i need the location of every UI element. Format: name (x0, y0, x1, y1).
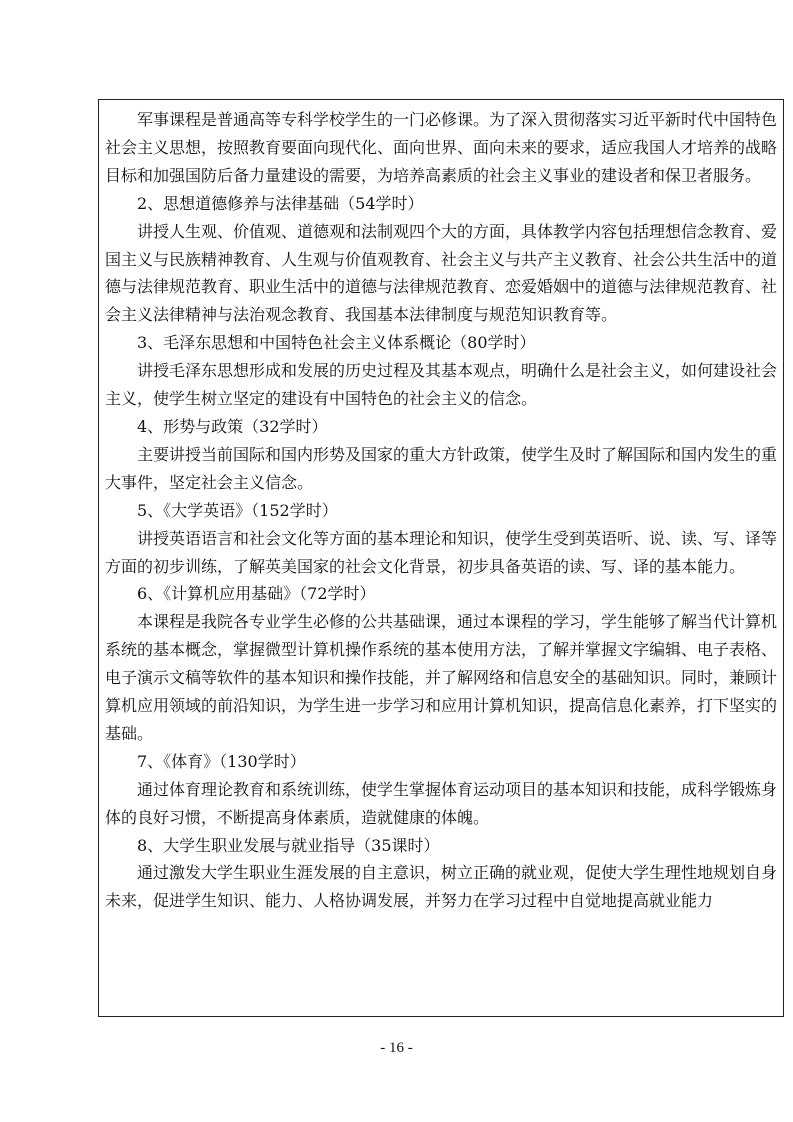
heading-physical-education: 7、《体育》（130学时） (137, 751, 306, 771)
paragraph-physical-education: 通过体育理论教育和系统训练，使学生掌握体育运动项目的基本知识和技能，成科学锻炼身体的良好习惯，不断提高身体素质，造就健康的体魄。 (105, 779, 778, 827)
paragraph-computer-basics: 本课程是我院各专业学生必修的公共基础课，通过本课程的学习，学生能够了解当代计算机系统的基本概念，掌握微型计算机操作系统的基本使用方法，了解并掌握文字编辑、电子表格、电子演示文稿等软件的基本知识和操作技能，并了解网络和信息安全的基础知识。同时，兼顾计算机应用领域的前沿知识，为学生进一步学习和应用计算机知识，提高信息化素养，打下坚实的基础。 (105, 612, 778, 743)
heading-ideology-morality-law: 2、思想道德修养与法律基础（54学时） (137, 193, 424, 213)
heading-mao-thought: 3、毛泽东思想和中国特色社会主义体系概论（80学时） (137, 333, 536, 353)
paragraph-mao-thought: 讲授毛泽东思想形成和发展的历史过程及其基本观点，明确什么是社会主义，如何建设社会主义，使学生树立坚定的建设有中国特色的社会主义的信念。 (105, 361, 778, 409)
page-number: - 16 - (380, 1040, 413, 1056)
paragraph-career-guidance: 通过激发大学生职业生涯发展的自主意识，树立正确的就业观，促使大学生理性地规划自身未来，促进学生知识、能力、人格协调发展，并努力在学习过程中自觉地提高就业能力 (105, 863, 778, 911)
heading-college-english: 5、《大学英语》（152学时） (137, 500, 338, 520)
paragraph-military-course: 军事课程是普通高等专科学校学生的一门必修课。为了深入贯彻落实习近平新时代中国特色社会主义思想，按照教育要面向现代化、面向世界、面向未来的要求，适应我国人才培养的战略目标和加强国防后备力量建设的需要，为培养高素质的社会主义事业的建设者和保卫者服务。 (105, 110, 778, 185)
heading-career-guidance: 8、大学生职业发展与就业指导（35课时） (137, 835, 440, 855)
paragraph-college-english: 讲授英语语言和社会文化等方面的基本理论和知识，使学生受到英语听、说、读、写、译等方面的初步训练，了解英美国家的社会文化背景，初步具备英语的读、写、译的基本能力。 (105, 528, 778, 576)
heading-computer-basics: 6、《计算机应用基础》（72学时） (137, 584, 376, 604)
heading-situation-policy: 4、形势与政策（32学时） (137, 416, 328, 436)
paragraph-ideology-morality-law: 讲授人生观、价值观、道德观和法制观四个大的方面，具体教学内容包括理想信念教育、爱国主义与民族精神教育、人生观与价值观教育、社会主义与共产主义教育、社会公共生活中的道德与法律规范教育、职业生活中的道德与法律规范教育、恋爱婚姻中的道德与法律规范教育、社会主义法律精神与法治观念教育、我国基本法律制度与规范知识教育等。 (105, 221, 778, 325)
document-content (105, 106, 777, 915)
paragraph-situation-policy: 主要讲授当前国际和国内形势及国家的重大方针政策，使学生及时了解国际和国内发生的重大事件，坚定社会主义信念。 (105, 444, 778, 492)
document-frame (98, 99, 784, 1017)
